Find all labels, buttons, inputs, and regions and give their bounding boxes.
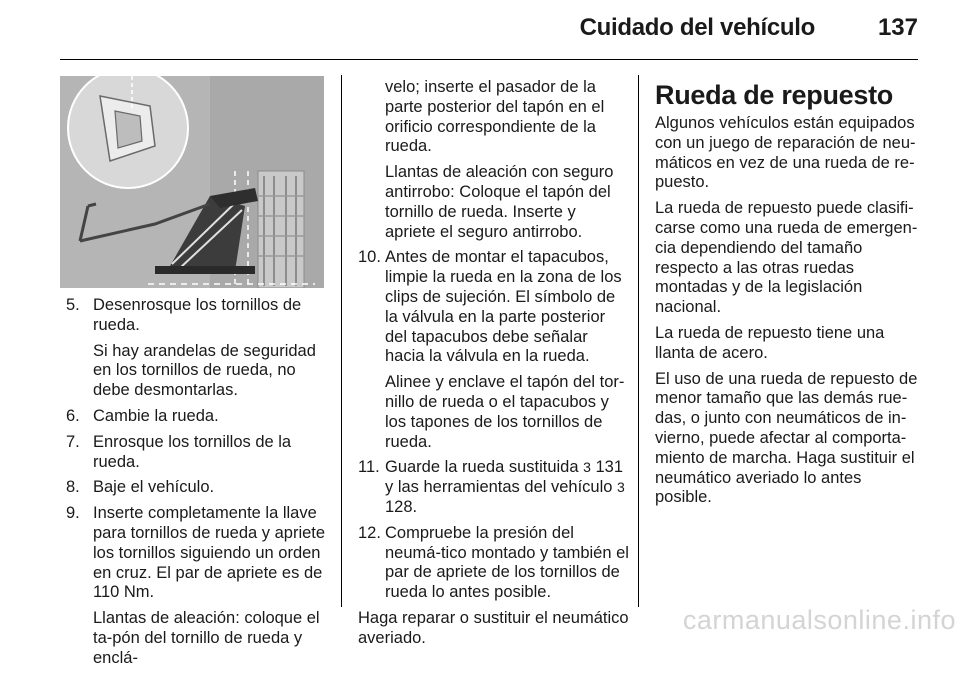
list-item bbox=[358, 524, 630, 603]
column-divider-2 bbox=[638, 75, 639, 607]
jack-illustration-svg bbox=[60, 76, 324, 288]
list-number: 8. bbox=[66, 478, 80, 497]
page-ref-icon[interactable]: 3 bbox=[583, 459, 591, 476]
list-text bbox=[385, 458, 630, 517]
list-item bbox=[66, 296, 330, 401]
list-number: 12. bbox=[358, 523, 381, 542]
list-number: 9. bbox=[66, 504, 80, 523]
list-item bbox=[66, 478, 330, 498]
continuation-text-2: Llantas de aleación con seguro antirrobo: Coloque el tapón del tornillo de rueda. Inserte y apriete el seguro antirrobo. bbox=[385, 163, 614, 241]
column-2 bbox=[358, 78, 630, 655]
page-ref-icon[interactable]: 3 bbox=[617, 479, 625, 496]
list-item bbox=[358, 458, 630, 517]
list-text-c: 128. bbox=[385, 497, 418, 516]
list-text: Enrosque los tornillos de la rueda. bbox=[93, 432, 292, 471]
closing-text: Haga reparar o sustituir el neumático averiado. bbox=[358, 608, 629, 647]
paragraph: La rueda de repuesto puede clasifi-carse como una rueda de emergen-cia dependiendo del tamaño respecto a las otras ruedas montadas y de la legislación nacional. bbox=[655, 199, 918, 317]
list-number: 6. bbox=[66, 406, 80, 425]
list-number: 11. bbox=[358, 458, 380, 477]
paragraph: Algunos vehículos están equipados con un juego de reparación de neu-máticos en vez de una rueda de re-puesto. bbox=[655, 114, 916, 192]
list-text: Desenrosque los tornillos de rueda. bbox=[93, 296, 302, 334]
continuation-text: velo; inserte el pasador de la parte posterior del tapón en el orificio correspondiente de la rueda. bbox=[385, 78, 605, 156]
list-item bbox=[66, 407, 330, 427]
list-text: Antes de montar el tapacubos, limpie la rueda en la zona de los clips de sujeción. El símbolo de la válvula en la parte posterior del tapacubos debe señalar hacia la válvula en la rueda. bbox=[385, 248, 622, 366]
paragraph: El uso de una rueda de repuesto de menor tamaño que las demás rue-das, o junto con neumáticos de in-vierno, puede afectar al comporta-miento de marcha. Haga sustituir el neumático averiado lo antes posible. bbox=[655, 369, 918, 507]
list-number: 10. bbox=[358, 248, 381, 267]
list-number: 7. bbox=[66, 432, 80, 451]
list-text: Baje el vehículo. bbox=[93, 478, 215, 497]
jack-illustration bbox=[60, 76, 324, 288]
list-item bbox=[358, 248, 630, 452]
list-number: 5. bbox=[66, 296, 80, 314]
page-number: 137 bbox=[877, 14, 918, 41]
list-subtext: Llantas de aleación: coloque el ta-pón del tornillo de rueda y enclá- bbox=[93, 609, 320, 667]
header-rule bbox=[60, 59, 918, 60]
list-item bbox=[66, 433, 330, 473]
column-divider-1 bbox=[341, 75, 342, 607]
list-item bbox=[66, 504, 330, 668]
paragraph: La rueda de repuesto tiene una llanta de acero. bbox=[655, 323, 885, 362]
watermark: carmanualsonline.info bbox=[682, 605, 956, 635]
column-3 bbox=[655, 80, 920, 514]
list-text: Inserte completamente la llave para tornillos de rueda y apriete los tornillos siguiendo un orden en cruz. El par de apriete es de 110 Nm. bbox=[93, 504, 326, 602]
list-subtext: Si hay arandelas de seguridad en los tornillos de rueda, no debe desmontarlas. bbox=[93, 341, 316, 400]
section-title: Cuidado del vehículo bbox=[579, 14, 815, 41]
list-text: Compruebe la presión del neumá-tico montado y también el par de apriete de los tornillos de rueda lo antes posible. bbox=[385, 523, 629, 602]
list-subtext: Alinee y enclave el tapón del tor-nillo de rueda o el tapacubos y los tapones de los tornillos de rueda. bbox=[385, 373, 625, 451]
section-heading: Rueda de repuesto bbox=[655, 80, 893, 110]
column-1 bbox=[66, 296, 330, 675]
list-text: Cambie la rueda. bbox=[93, 406, 219, 425]
list-text-a: Guarde la rueda sustituida bbox=[385, 458, 584, 477]
list-text-b: 131 y las herramientas del vehículo bbox=[385, 458, 624, 497]
